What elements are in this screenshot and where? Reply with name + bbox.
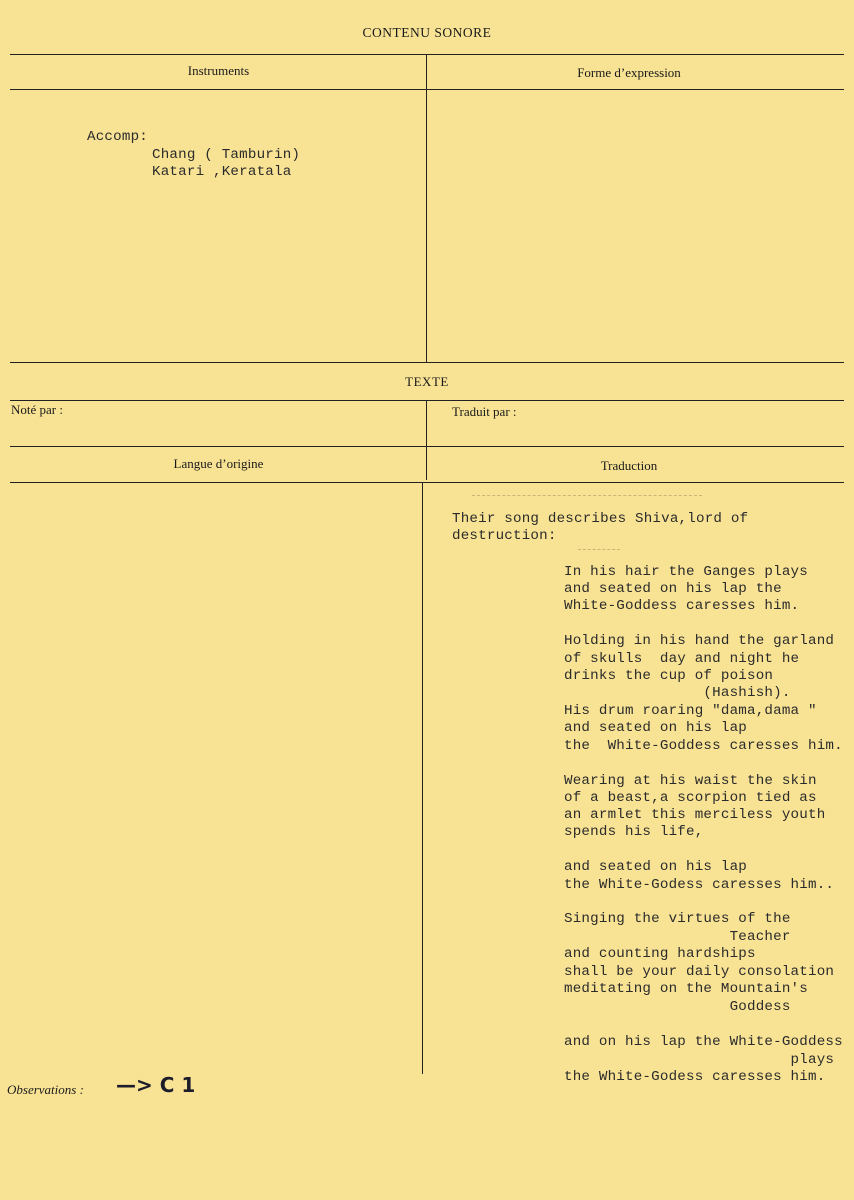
traduit-par-label: Traduit par :	[452, 404, 517, 419]
column-header-traduction: Traduction	[600, 458, 658, 473]
section-title-texte: TEXTE	[405, 374, 449, 389]
divider-notes	[10, 446, 844, 447]
stanza-6-line1: and on his lap the White-Goddess	[564, 1034, 843, 1050]
observations-handwritten-annotation: —> C 1	[116, 1073, 196, 1097]
typewriter-residue	[578, 549, 620, 550]
stanza-5-line4: shall be your daily consolation	[564, 964, 835, 980]
column-header-instruments: Instruments	[187, 63, 250, 78]
stanza-3-line4: spends his life,	[564, 824, 704, 840]
column-header-forme-expression: Forme d’expression	[577, 65, 681, 80]
stanza-5-line5: meditating on the Mountain's	[564, 981, 808, 997]
stanza-2-line2: of skulls day and night he	[564, 651, 800, 667]
stanza-5-line3: and counting hardships	[564, 946, 756, 962]
stanza-1-line2: and seated on his lap the	[564, 581, 782, 597]
stanza-4-line2: the White-Godess caresses him..	[564, 877, 835, 893]
stanza-3-line1: Wearing at his waist the skin	[564, 773, 817, 789]
stanza-4-line1: and seated on his lap	[564, 859, 747, 875]
divider-columns-bottom	[10, 482, 844, 483]
instruments-accomp-label: Accomp:	[87, 129, 148, 145]
divider-top	[10, 54, 844, 55]
stanza-1-line1: In his hair the Ganges plays	[564, 564, 808, 580]
divider-columns-top	[10, 89, 844, 90]
note-par-label: Noté par :	[11, 402, 63, 417]
stanza-2-line1: Holding in his hand the garland	[564, 633, 835, 649]
translation-intro-line2: destruction:	[452, 528, 557, 544]
stanza-5-line6: Goddess	[564, 999, 791, 1015]
stanza-3-line3: an armlet this merciless youth	[564, 807, 826, 823]
stanza-1-line3: White-Goddess caresses him.	[564, 598, 800, 614]
divider-before-texte	[10, 362, 844, 363]
stanza-2-line7: the White-Goddess caresses him.	[564, 738, 843, 754]
divider-texte	[10, 400, 844, 401]
translation-intro-line1: Their song describes Shiva,lord of	[452, 511, 749, 527]
column-header-langue-origine: Langue d’origine	[173, 456, 264, 471]
stanza-2-line5: His drum roaring "dama,dama "	[564, 703, 817, 719]
column-separator-bottom	[422, 482, 423, 1074]
instrument-chang: Chang ( Tamburin)	[152, 147, 301, 163]
column-separator-top	[426, 54, 427, 362]
stanza-2-line3: drinks the cup of poison	[564, 668, 774, 684]
stanza-6-line3: the White-Godess caresses him.	[564, 1069, 826, 1085]
stanza-6-line2: plays	[564, 1052, 835, 1068]
instrument-katari-keratala: Katari ,Keratala	[152, 164, 292, 180]
stanza-5-line2: Teacher	[564, 929, 791, 945]
section-title-contenu-sonore: CONTENU SONORE	[362, 25, 492, 40]
stanza-2-line4: (Hashish).	[564, 685, 791, 701]
observations-label: Observations :	[7, 1082, 84, 1097]
typewriter-residue	[472, 495, 702, 496]
stanza-2-line6: and seated on his lap	[564, 720, 747, 736]
stanza-5-line1: Singing the virtues of the	[564, 911, 791, 927]
stanza-3-line2: of a beast,a scorpion tied as	[564, 790, 817, 806]
